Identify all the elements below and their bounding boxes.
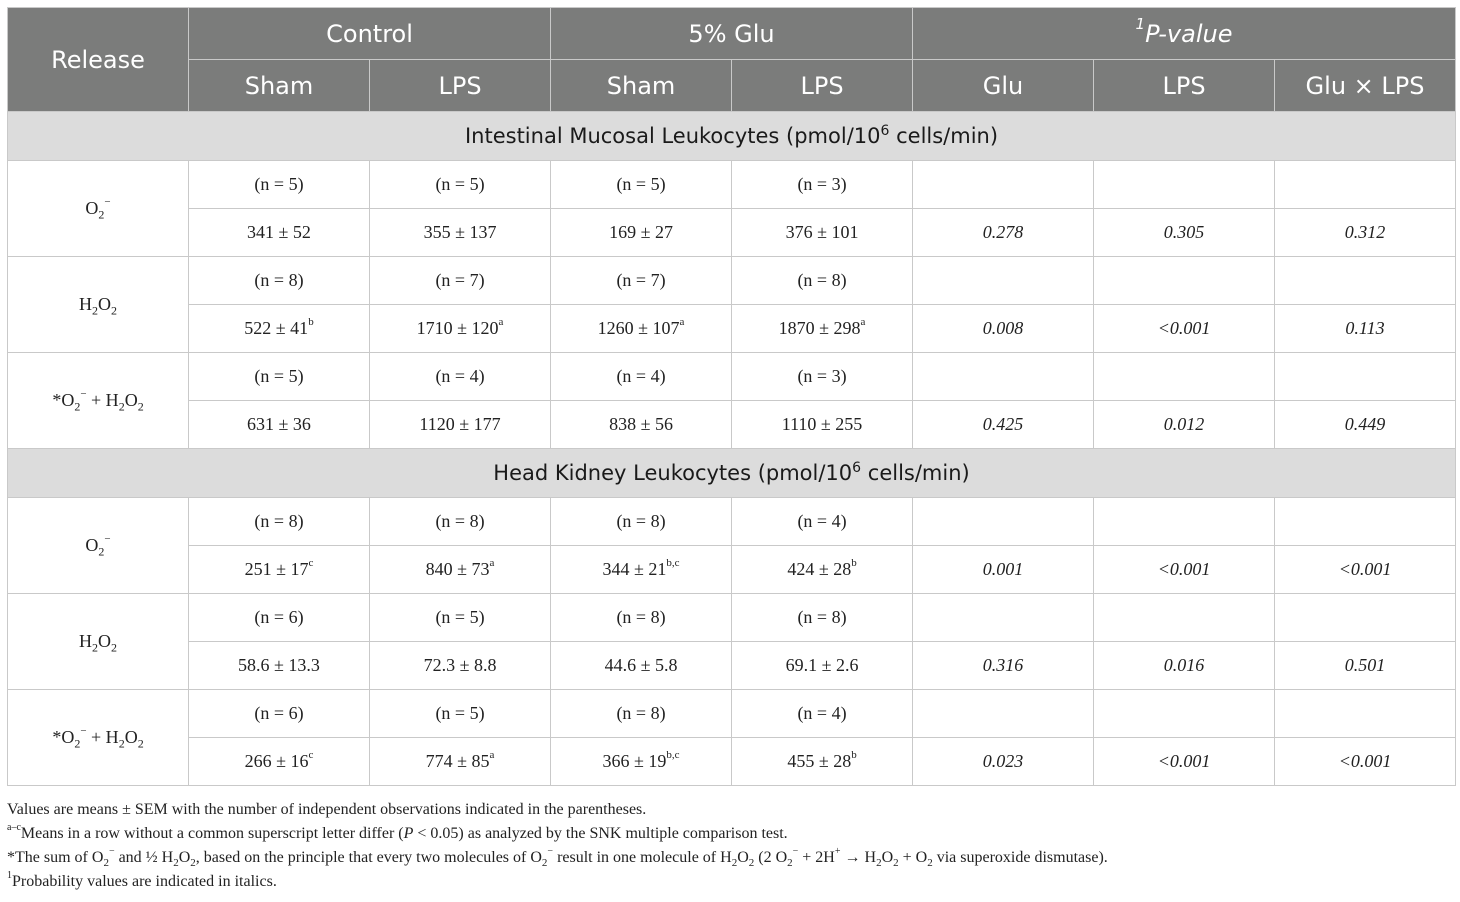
- n-cell: (n = 6): [189, 690, 370, 738]
- pvalue-cell: 0.501: [1275, 642, 1456, 690]
- control-lps-header: LPS: [370, 60, 551, 112]
- n-cell: (n = 8): [189, 257, 370, 305]
- n-cell: (n = 4): [732, 498, 913, 546]
- value-cell: $251 \pm 17^c$: [189, 546, 370, 594]
- release-label: $O_2^-$: [8, 161, 189, 257]
- n-cell: (n = 4): [370, 353, 551, 401]
- pvalue-cell: <0.001: [1275, 738, 1456, 786]
- value-cell: 838 ± 56: [551, 401, 732, 449]
- pvalue-cell: <0.001: [1094, 738, 1275, 786]
- section-row: [8, 449, 1456, 498]
- table-row: [8, 498, 1456, 546]
- n-cell: (n = 8): [551, 594, 732, 642]
- value-cell: $774 \pm 85^a$: [370, 738, 551, 786]
- value-cell: 341 ± 52: [189, 209, 370, 257]
- control-sham-header: Sham: [189, 60, 370, 112]
- pvalue-cell: <0.001: [1275, 546, 1456, 594]
- empty-cell: [1275, 690, 1456, 738]
- value-cell: 376 ± 101: [732, 209, 913, 257]
- n-cell: (n = 5): [551, 161, 732, 209]
- release-label: $*O_2^- + H_2O_2$: [8, 353, 189, 449]
- pvalue-cell: 0.278: [913, 209, 1094, 257]
- table-row: [8, 690, 1456, 738]
- n-cell: (n = 5): [189, 353, 370, 401]
- value-cell: 355 ± 137: [370, 209, 551, 257]
- table-row: [8, 305, 1456, 353]
- n-cell: (n = 8): [732, 594, 913, 642]
- n-cell: (n = 8): [370, 498, 551, 546]
- results-table: [7, 7, 1456, 786]
- n-cell: (n = 8): [732, 257, 913, 305]
- pvalue-cell: 0.023: [913, 738, 1094, 786]
- empty-cell: [913, 594, 1094, 642]
- section-title: Head Kidney Leukocytes ($pmol/10^6$ cells/min): [8, 449, 1456, 498]
- value-cell: 169 ± 27: [551, 209, 732, 257]
- pvalue-cell: 0.312: [1275, 209, 1456, 257]
- empty-cell: [1275, 257, 1456, 305]
- n-cell: (n = 4): [732, 690, 913, 738]
- empty-cell: [913, 353, 1094, 401]
- n-cell: (n = 6): [189, 594, 370, 642]
- pvalue-cell: <0.001: [1094, 305, 1275, 353]
- table-row: [8, 257, 1456, 305]
- pvalue-cell: 0.316: [913, 642, 1094, 690]
- n-cell: (n = 7): [370, 257, 551, 305]
- value-cell: $266 \pm 16^c$: [189, 738, 370, 786]
- value-cell: $522 \pm 41^b$: [189, 305, 370, 353]
- table-row: [8, 594, 1456, 642]
- pvalue-cell: 0.012: [1094, 401, 1275, 449]
- footnote-values: Values are means ± SEM with the number of independent observations indicated in the parentheses.: [7, 801, 647, 818]
- empty-cell: [1275, 594, 1456, 642]
- value-cell: $344 \pm 21^{b,c}$: [551, 546, 732, 594]
- table-row: [8, 546, 1456, 594]
- empty-cell: [1094, 353, 1275, 401]
- glu-lps-header: LPS: [732, 60, 913, 112]
- release-label: $*O_2^- + H_2O_2$: [8, 690, 189, 786]
- empty-cell: [1094, 498, 1275, 546]
- pvalue-cell: 0.008: [913, 305, 1094, 353]
- value-cell: $1870 \pm 298^a$: [732, 305, 913, 353]
- n-cell: (n = 4): [551, 353, 732, 401]
- header-row-1: [8, 8, 1456, 60]
- empty-cell: [913, 690, 1094, 738]
- empty-cell: [1275, 161, 1456, 209]
- value-cell: 58.6 ± 13.3: [189, 642, 370, 690]
- value-cell: 631 ± 36: [189, 401, 370, 449]
- value-cell: $840 \pm 73^a$: [370, 546, 551, 594]
- value-cell: $366 \pm 19^{b,c}$: [551, 738, 732, 786]
- section-title: Intestinal Mucosal Leukocytes ($pmol/10^6$ cells/min): [8, 112, 1456, 161]
- value-cell: $1710 \pm 120^a$: [370, 305, 551, 353]
- pvalue-cell: <0.001: [1094, 546, 1275, 594]
- n-cell: (n = 7): [551, 257, 732, 305]
- value-cell: $455 \pm 28^b$: [732, 738, 913, 786]
- table-row: [8, 401, 1456, 449]
- value-cell: $424 \pm 28^b$: [732, 546, 913, 594]
- table-row: [8, 642, 1456, 690]
- table-row: [8, 209, 1456, 257]
- value-cell: 1120 ± 177: [370, 401, 551, 449]
- pvalue-cell: 0.016: [1094, 642, 1275, 690]
- pvalue-cell: 0.425: [913, 401, 1094, 449]
- pvalue-header: $^1$P-value: [913, 8, 1456, 60]
- glu-sham-header: Sham: [551, 60, 732, 112]
- value-cell: $1260 \pm 107^a$: [551, 305, 732, 353]
- table-body: [8, 112, 1456, 786]
- value-cell: 1110 ± 255: [732, 401, 913, 449]
- release-header: Release: [8, 8, 189, 112]
- n-cell: (n = 8): [551, 498, 732, 546]
- pvalue-cell: 0.305: [1094, 209, 1275, 257]
- empty-cell: [1094, 257, 1275, 305]
- n-cell: (n = 5): [370, 594, 551, 642]
- release-label: $H_2O_2$: [8, 594, 189, 690]
- n-cell: (n = 5): [189, 161, 370, 209]
- empty-cell: [1094, 161, 1275, 209]
- empty-cell: [1275, 353, 1456, 401]
- pvalue-cell: 0.449: [1275, 401, 1456, 449]
- n-cell: (n = 8): [551, 690, 732, 738]
- table-row: [8, 738, 1456, 786]
- empty-cell: [913, 498, 1094, 546]
- footnote-italics: $^1$Probability values are indicated in italics.: [7, 869, 277, 890]
- n-cell: (n = 3): [732, 353, 913, 401]
- pvalue-cell: 0.113: [1275, 305, 1456, 353]
- control-header: Control: [189, 8, 551, 60]
- value-cell: 69.1 ± 2.6: [732, 642, 913, 690]
- empty-cell: [913, 161, 1094, 209]
- pvalue-glu-header: Glu: [913, 60, 1094, 112]
- table-row: [8, 353, 1456, 401]
- glu-group-header: 5% Glu: [551, 8, 913, 60]
- value-cell: 44.6 ± 5.8: [551, 642, 732, 690]
- n-cell: (n = 3): [732, 161, 913, 209]
- footnote-superscripts: $^{a-c}$Means in a row without a common superscript letter differ (P < 0.05) as analyzed by the SNK multiple comparison test.: [7, 821, 788, 842]
- table-row: [8, 161, 1456, 209]
- n-cell: (n = 5): [370, 161, 551, 209]
- pvalue-lps-header: LPS: [1094, 60, 1275, 112]
- empty-cell: [1094, 594, 1275, 642]
- pvalue-cell: 0.001: [913, 546, 1094, 594]
- footnote-sum: *The sum of $O_2^-$ and ½ $H_2O_2$, based on the principle that every two molecules of $O_2^-$ result in one molecule of $H_2O_2$ (2 $O_2^- + 2H^+ \to H_2O_2 + O_2$ via superoxide dismutase).: [7, 845, 1108, 870]
- empty-cell: [1094, 690, 1275, 738]
- table-container: [7, 7, 1453, 786]
- table-footnotes: [7, 798, 1453, 894]
- release-label: $O_2^-$: [8, 498, 189, 594]
- empty-cell: [913, 257, 1094, 305]
- section-row: [8, 112, 1456, 161]
- header-row-2: [8, 60, 1456, 112]
- pvalue-interaction-header: Glu × LPS: [1275, 60, 1456, 112]
- value-cell: 72.3 ± 8.8: [370, 642, 551, 690]
- empty-cell: [1275, 498, 1456, 546]
- n-cell: (n = 5): [370, 690, 551, 738]
- release-label: $H_2O_2$: [8, 257, 189, 353]
- n-cell: (n = 8): [189, 498, 370, 546]
